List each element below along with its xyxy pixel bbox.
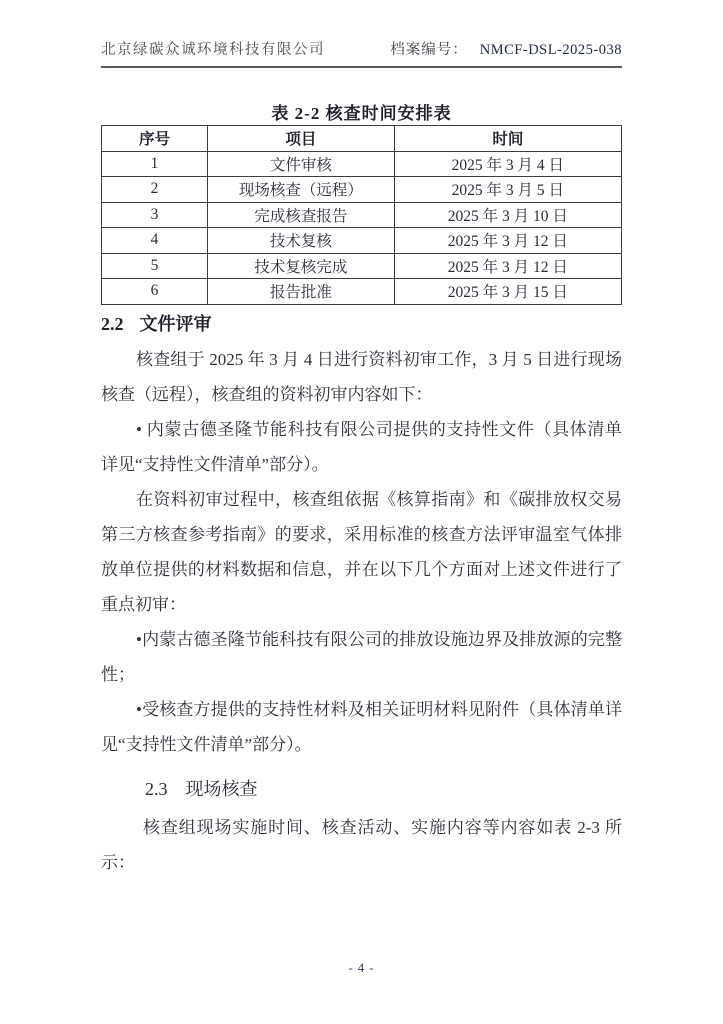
column-header-time: 时间 <box>394 126 621 152</box>
bullet-paragraph: • 内蒙古德圣隆节能科技有限公司提供的支持性文件（具体清单详见“支持性文件清单”部分）。 <box>101 420 622 474</box>
table-cell: 2 <box>102 177 208 203</box>
table-caption: 表 2-2 核查时间安排表 <box>271 104 452 123</box>
table-cell: 2025 年 3 月 12 日 <box>394 253 621 279</box>
paragraph: 核查组于 2025 年 3 月 4 日进行资料初审工作，3 月 5 日进行现场核查（远程），核查组的资料初审内容如下： <box>101 350 622 404</box>
section-title: 文件评审 <box>139 314 212 334</box>
table-row <box>102 177 622 203</box>
archive-number-label: 档案编号： <box>390 42 468 58</box>
schedule-table <box>101 125 622 305</box>
table-cell: 4 <box>102 228 208 254</box>
section-number: 2.3 <box>145 779 168 799</box>
section-title: 现场核查 <box>185 779 258 799</box>
table-cell: 文件审核 <box>207 151 394 177</box>
table-row <box>102 202 622 228</box>
archive-number-block <box>390 42 622 59</box>
page-header <box>101 42 622 68</box>
table-header-row <box>102 126 622 152</box>
table-cell: 技术复核完成 <box>207 253 394 279</box>
page-number: - 4 - <box>348 961 375 975</box>
table-cell: 现场核查（远程） <box>207 177 394 203</box>
table-row <box>102 151 622 177</box>
company-name: 北京绿碳众诚环境科技有限公司 <box>101 42 325 58</box>
paragraph: 核查组现场实施时间、核查活动、实施内容等内容如表 2-3 所示： <box>101 818 622 872</box>
table-cell: 2025 年 3 月 15 日 <box>394 279 621 305</box>
section-heading-2-2 <box>101 309 622 339</box>
table-cell: 6 <box>102 279 208 305</box>
table-cell: 1 <box>102 151 208 177</box>
section-number: 2.2 <box>101 314 124 334</box>
column-header-item: 项目 <box>207 126 394 152</box>
table-cell: 完成核查报告 <box>207 202 394 228</box>
table-cell: 3 <box>102 202 208 228</box>
table-cell: 报告批准 <box>207 279 394 305</box>
bullet-paragraph: •内蒙古德圣隆节能科技有限公司的排放设施边界及排放源的完整性； <box>101 630 622 684</box>
table-row <box>102 253 622 279</box>
table-row <box>102 228 622 254</box>
bullet-paragraph: •受核查方提供的支持性材料及相关证明材料见附件（具体清单详见“支持性文件清单”部分）。 <box>101 700 622 754</box>
section-heading-2-3 <box>145 773 622 805</box>
archive-number-value: NMCF-DSL-2025-038 <box>479 42 622 58</box>
table-cell: 2025 年 3 月 5 日 <box>394 177 621 203</box>
table-row <box>102 279 622 305</box>
table-cell: 2025 年 3 月 12 日 <box>394 228 621 254</box>
table-cell: 技术复核 <box>207 228 394 254</box>
paragraph: 在资料初审过程中，核查组依据《核算指南》和《碳排放权交易第三方核查参考指南》的要求，采用标准的核查方法评审温室气体排放单位提供的材料数据和信息，并在以下几个方面对上述文件进行了重点初审： <box>101 490 622 614</box>
document-body <box>101 309 622 880</box>
table-cell: 5 <box>102 253 208 279</box>
table-cell: 2025 年 3 月 4 日 <box>394 151 621 177</box>
column-header-no: 序号 <box>102 126 208 152</box>
table-cell: 2025 年 3 月 10 日 <box>394 202 621 228</box>
